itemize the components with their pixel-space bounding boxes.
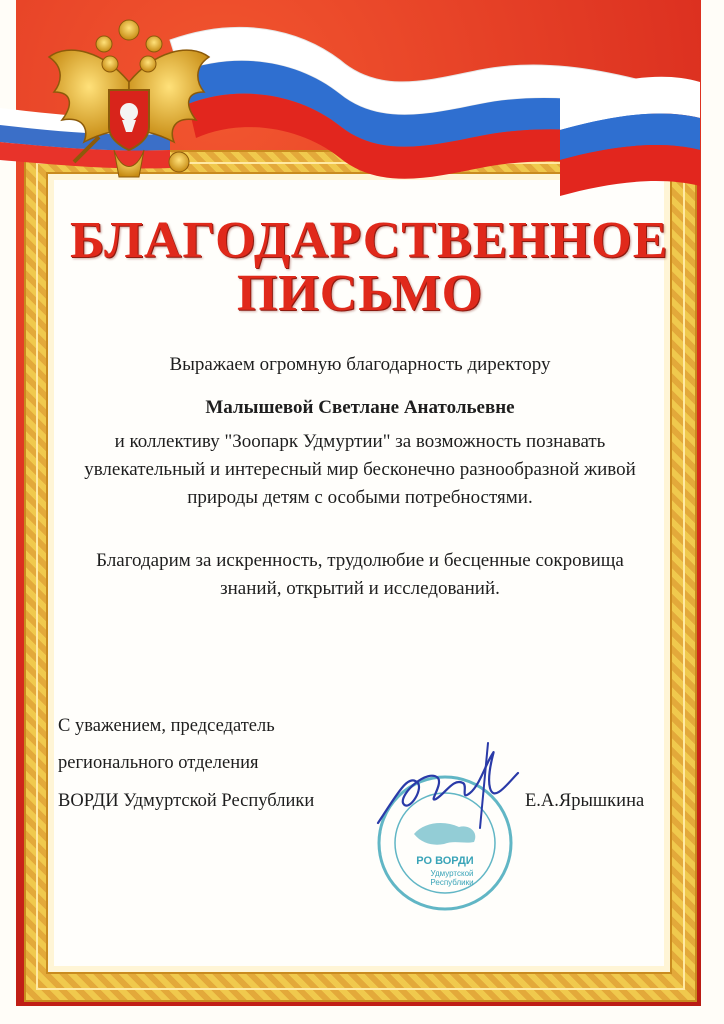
paragraph-2-line-2: знаний, открытий и исследований. [220,578,500,599]
handwritten-signature [368,733,538,843]
title-line-2: ПИСЬМО [236,265,484,322]
russian-coat-of-arms-icon [44,12,214,190]
paragraph-1-line-1: и коллективу "Зоопарк Удмуртии" за возможность познавать [114,431,606,452]
title-line-1: БЛАГОДАРСТВЕННОЕ [70,212,669,269]
signature-block-line-3: ВОРДИ Удмуртской Республики [58,791,315,811]
signature-block-line-1: С уважением, председатель [58,716,275,736]
stamp-text-1: РО ВОРДИ [416,855,474,867]
recipient-name: Малышевой Светлане Анатольевне [205,397,515,418]
signer-name: Е.А.Ярышкина [525,791,645,811]
stamp-text-3: Республики [430,878,474,887]
stamp-text-2: Удмуртской [430,869,474,878]
paragraph-1-line-3: природы детям с особыми потребностями. [187,487,533,508]
signature-block-line-2: регионального отделения [58,753,259,773]
paragraph-1-line-2: увлекательный и интересный мир бесконечно разнообразной живой [84,459,636,480]
paragraph-2-line-1: Благодарим за искренность, трудолюбие и бесценные сокровища [96,550,624,571]
intro-text: Выражаем огромную благодарность директору [169,354,551,375]
